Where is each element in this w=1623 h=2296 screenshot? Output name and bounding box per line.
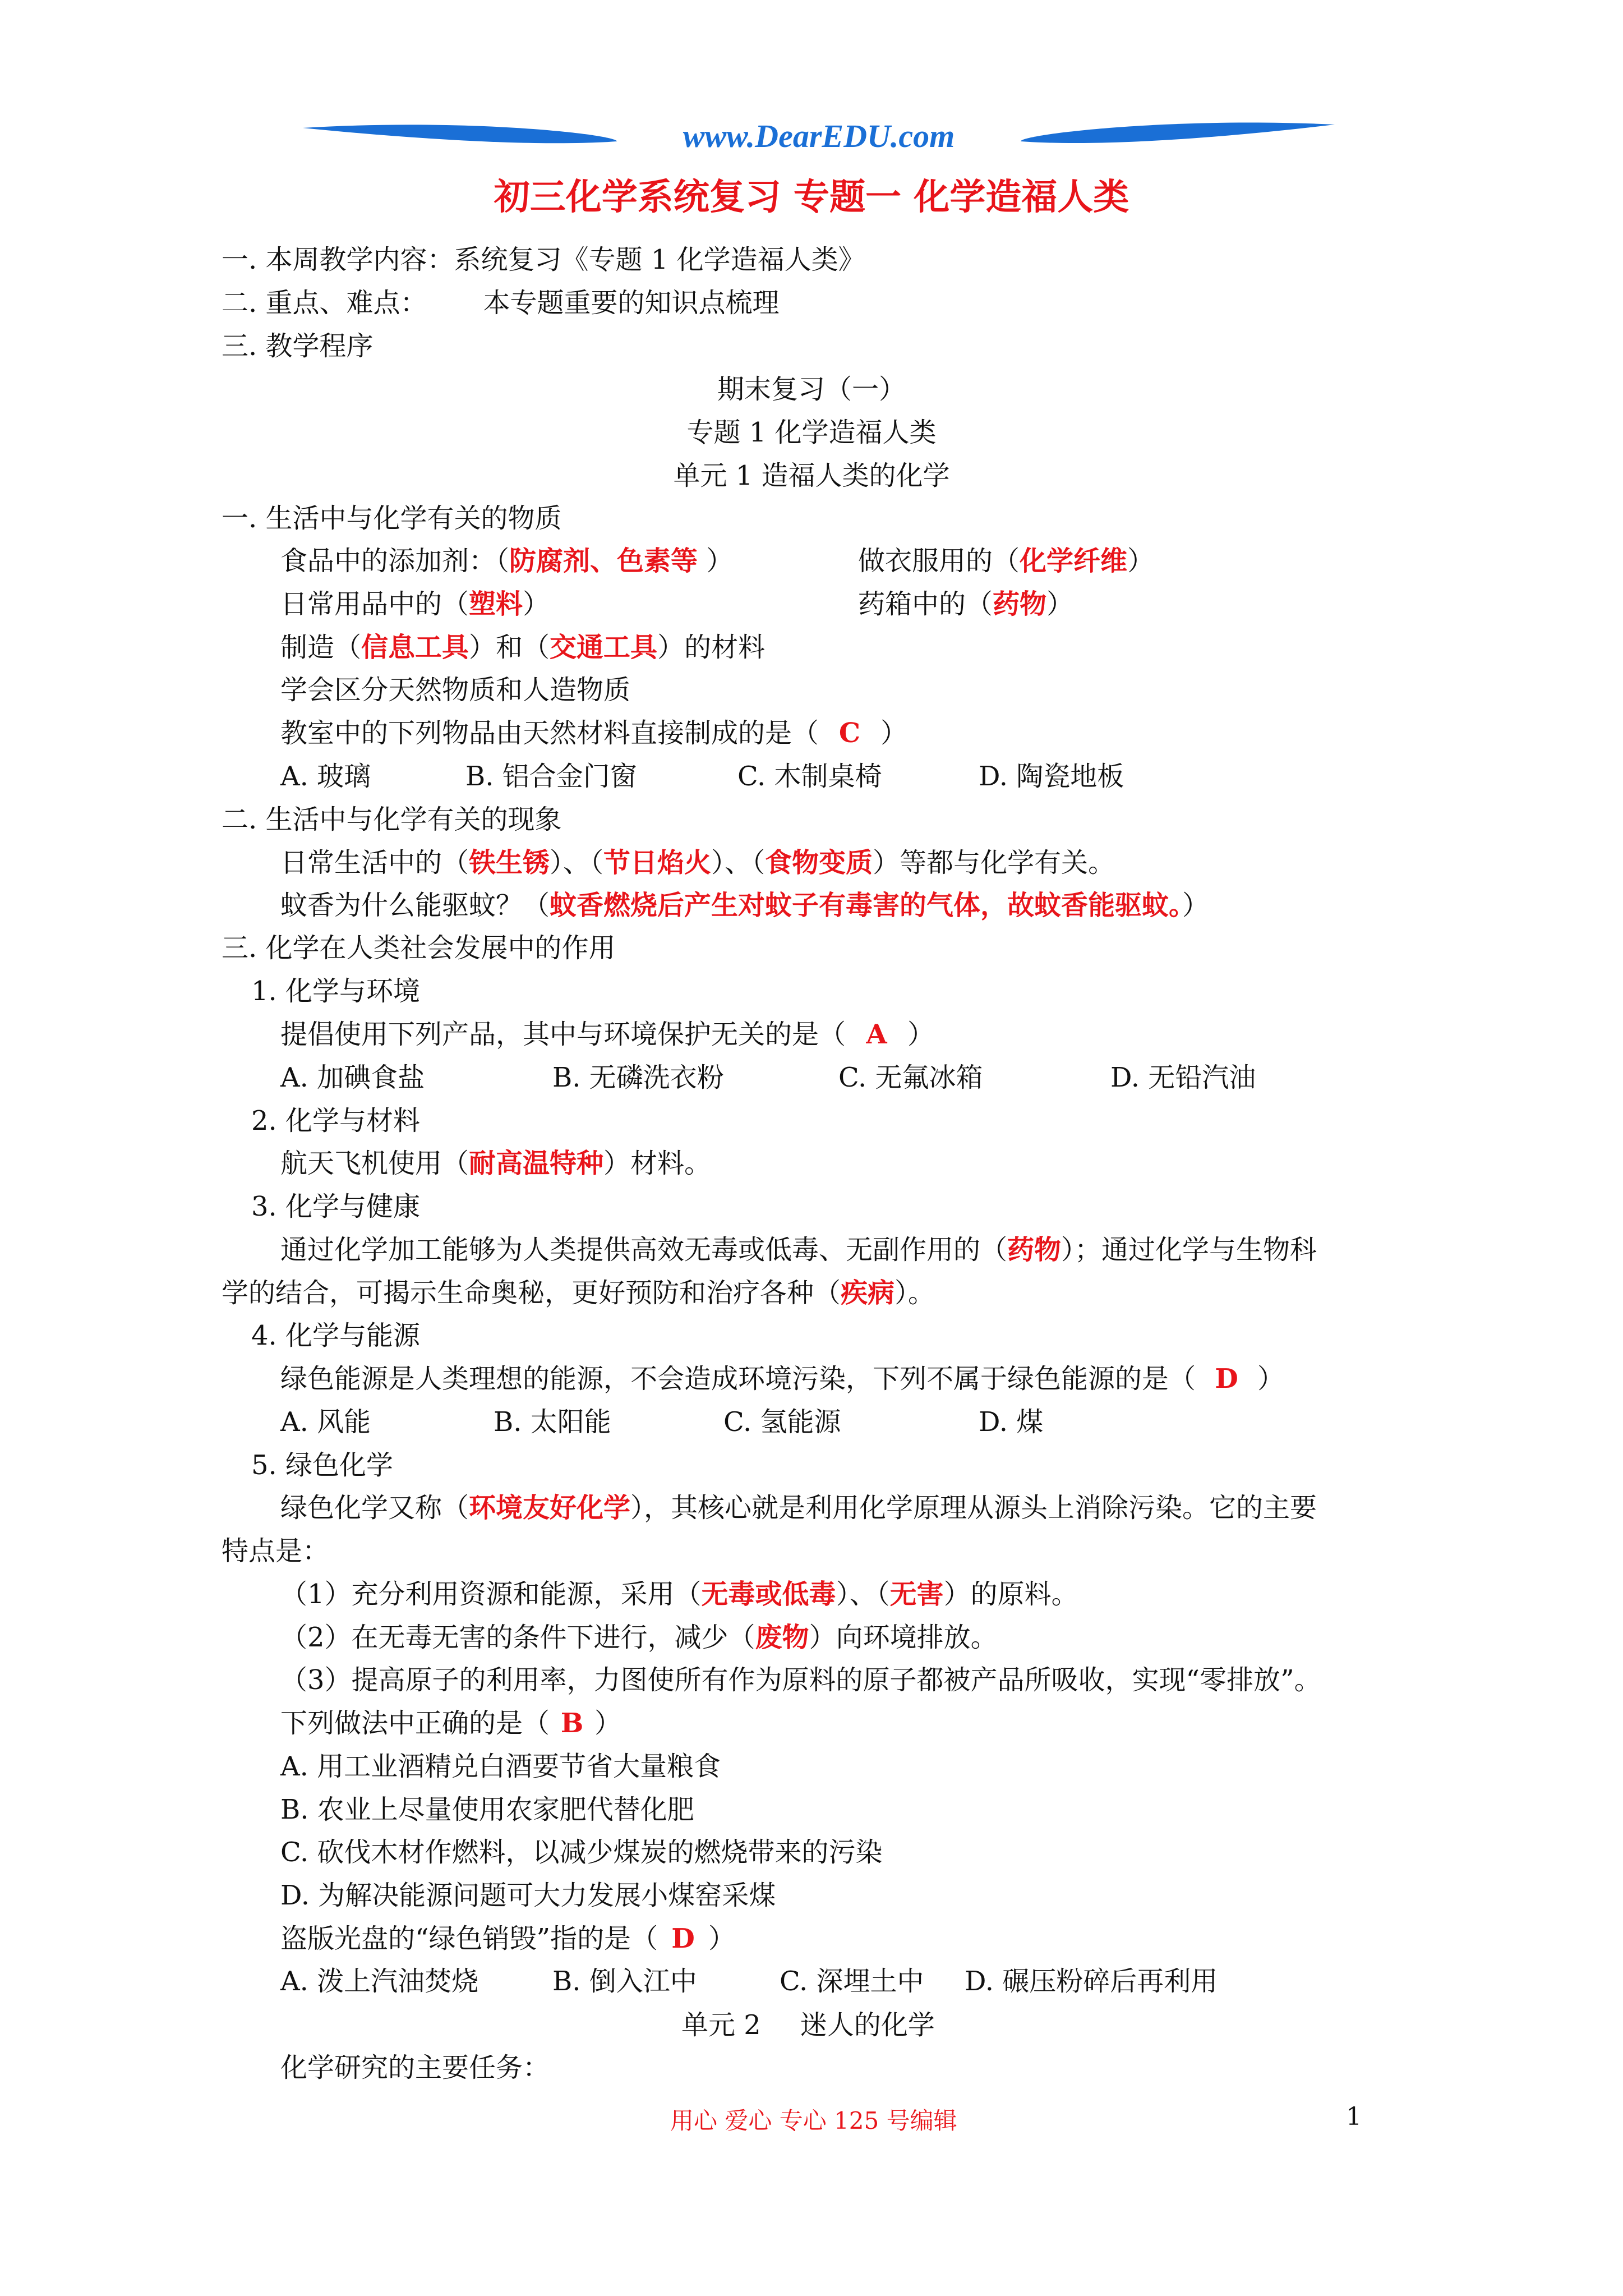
text: 迷人的化学 — [800, 2009, 935, 2041]
answer: 塑料 — [469, 588, 523, 620]
text: ） — [1046, 588, 1074, 620]
text: ）等都与化学有关。 — [873, 847, 1115, 878]
answer: 无毒或低毒 — [701, 1579, 836, 1610]
food-additive-line — [280, 544, 733, 578]
s1-option-b: B. 铝合金门窗 — [465, 761, 637, 792]
q2-option-b: B. 倒入江中 — [552, 1966, 697, 1997]
daily-goods-line — [280, 587, 550, 621]
text: ）、（ — [550, 847, 604, 878]
answer: 废物 — [755, 1622, 809, 1653]
answer: 耐高温特种 — [469, 1148, 604, 1179]
s1-heading: 一. 生活中与化学有关的物质 — [222, 503, 562, 534]
answer: B — [560, 1708, 584, 1739]
make-materials-line — [280, 631, 765, 664]
text: ）、（ — [836, 1579, 890, 1610]
text: ） — [594, 1708, 622, 1739]
answer: 无害 — [889, 1579, 944, 1610]
medicine-line — [858, 587, 1073, 621]
intro-line-1: 一. 本周教学内容：系统复习《专题 1 化学造福人类》 — [222, 244, 865, 275]
unit1-heading: 单元 1 造福人类的化学 — [673, 460, 950, 491]
q1-option-d: D. 为解决能源问题可大力发展小煤窑采煤 — [280, 1880, 776, 1911]
energy-option-b: B. 太阳能 — [494, 1406, 611, 1438]
green-point-1 — [280, 1577, 1078, 1611]
intro-line-3: 三. 教学程序 — [222, 330, 374, 362]
env-heading: 1. 化学与环境 — [251, 976, 421, 1007]
text: 蚊香为什么能驱蚊？（ — [280, 890, 550, 921]
unit2-heading — [681, 2008, 935, 2042]
env-option-b: B. 无磷洗衣粉 — [552, 1062, 724, 1093]
text: ） — [880, 717, 908, 749]
answer: 交通工具 — [550, 632, 658, 663]
health-line-1 — [280, 1233, 1317, 1267]
text: 下列做法中正确的是（ — [280, 1708, 550, 1739]
text: （2）在无毒无害的条件下进行，减少（ — [280, 1622, 755, 1653]
text: ），其核心就是利用化学原理从源头上消除污染。它的主要 — [630, 1492, 1317, 1524]
text: ） — [907, 1019, 935, 1050]
topic-heading: 专题 1 化学造福人类 — [686, 417, 937, 448]
answer: 疾病 — [841, 1277, 895, 1309]
energy-question — [280, 1362, 1284, 1396]
text: 学的结合，可揭示生命奥秘，更好预防和治疗各种（ — [222, 1277, 841, 1309]
s3-heading: 三. 化学在人类社会发展中的作用 — [222, 932, 616, 964]
q1-option-b: B. 农业上尽量使用农家肥代替化肥 — [280, 1794, 694, 1825]
env-question — [280, 1018, 934, 1051]
answer: D — [1215, 1363, 1238, 1395]
q1-option-a: A. 用工业酒精兑白酒要节省大量粮食 — [280, 1751, 721, 1782]
footer-credit: 用心 爱心 专心 125 号编辑 — [670, 2107, 957, 2134]
text: 绿色能源是人类理想的能源，不会造成环境污染，下列不属于绿色能源的是（ — [280, 1363, 1196, 1395]
s2-line-1 — [280, 846, 1115, 880]
green-question-1 — [280, 1706, 621, 1740]
answer: 铁生锈 — [469, 847, 550, 878]
q2-option-d: D. 碾压粉碎后再利用 — [965, 1966, 1218, 1997]
health-heading: 3. 化学与健康 — [251, 1191, 421, 1222]
s1-option-d: D. 陶瓷地板 — [979, 761, 1124, 792]
q2-option-c: C. 深埋土中 — [780, 1966, 924, 1997]
answer: 蚊香燃烧后产生对蚊子有毒害的气体，故蚊香能驱蚊。 — [550, 890, 1183, 921]
material-line — [280, 1147, 711, 1180]
s1-question — [280, 716, 907, 750]
answer: 药物 — [993, 588, 1047, 620]
text: ）；通过化学与生物科 — [1061, 1234, 1317, 1266]
text: ）的材料 — [657, 632, 766, 663]
text: ） — [1127, 545, 1155, 577]
text: ）的原料。 — [943, 1579, 1078, 1610]
q2-option-a: A. 泼上汽油焚烧 — [280, 1966, 479, 1997]
text: 教室中的下列物品由天然材料直接制成的是（ — [280, 717, 819, 749]
text: ） — [708, 1923, 736, 1954]
text: ）和（ — [469, 632, 550, 663]
text: ）材料。 — [603, 1148, 712, 1179]
text: 做衣服用的（ — [858, 545, 1020, 577]
text: 提倡使用下列产品，其中与环境保护无关的是（ — [280, 1019, 846, 1050]
env-option-d: D. 无铅汽油 — [1110, 1062, 1256, 1093]
intro-key-value: 本专题重要的知识点梳理 — [483, 287, 780, 319]
text: 绿色化学又称（ — [280, 1492, 469, 1524]
text: （1）充分利用资源和能源，采用（ — [280, 1579, 702, 1610]
green-heading: 5. 绿色化学 — [251, 1450, 394, 1481]
text: ） — [1182, 890, 1210, 921]
s1-option-a: A. 玻璃 — [280, 761, 371, 792]
logo-text: www.DearEDU.com — [683, 118, 955, 154]
text: 日常用品中的（ — [280, 588, 469, 620]
env-option-c: C. 无氟冰箱 — [838, 1062, 983, 1093]
learn-line: 学会区分天然物质和人造物质 — [280, 674, 631, 706]
dearedu-logo — [303, 112, 1335, 163]
s2-line-2 — [280, 889, 1209, 922]
text: 盗版光盘的“绿色销毁”指的是（ — [280, 1923, 658, 1954]
green-question-2 — [280, 1922, 735, 1955]
energy-option-c: C. 氢能源 — [723, 1406, 841, 1438]
answer: 节日焰火 — [603, 847, 712, 878]
text: 食品中的添加剂：（ — [280, 545, 510, 577]
answer: C — [838, 717, 861, 749]
answer: 防腐剂、色素等 — [509, 545, 698, 577]
answer: 化学纤维 — [1020, 545, 1128, 577]
text: 通过化学加工能够为人类提供高效无毒或低毒、无副作用的（ — [280, 1234, 1008, 1266]
text: ）向环境排放。 — [809, 1622, 998, 1653]
text: ） — [698, 545, 734, 577]
intro-line-2 — [222, 286, 780, 320]
answer: D — [671, 1923, 695, 1954]
text: 航天飞机使用（ — [280, 1148, 469, 1179]
text: 药箱中的（ — [858, 588, 993, 620]
energy-option-d: D. 煤 — [979, 1406, 1044, 1438]
q1-option-c: C. 砍伐木材作燃料，以减少煤炭的燃烧带来的污染 — [280, 1837, 883, 1868]
env-option-a: A. 加碘食盐 — [280, 1062, 425, 1093]
text: ） — [1257, 1363, 1285, 1395]
material-heading: 2. 化学与材料 — [251, 1105, 421, 1137]
answer: 信息工具 — [361, 632, 469, 663]
clothing-line — [858, 544, 1154, 578]
page-title: 初三化学系统复习 专题一 化学造福人类 — [494, 176, 1129, 218]
review-heading: 期末复习（一） — [717, 374, 906, 405]
answer: 环境友好化学 — [469, 1492, 631, 1524]
text: 日常生活中的（ — [280, 847, 469, 878]
energy-heading: 4. 化学与能源 — [251, 1320, 421, 1351]
text: ）。 — [895, 1277, 935, 1309]
green-line-1 — [280, 1491, 1317, 1525]
green-point-3: （3）提高原子的利用率，力图使所有作为原料的原子都被产品所吸收，实现“零排放”。 — [280, 1664, 1321, 1696]
health-line-2 — [222, 1276, 935, 1310]
answer: 食物变质 — [765, 847, 873, 878]
text: 单元 2 — [681, 2009, 761, 2041]
page-number: 1 — [1346, 2102, 1362, 2131]
intro-key-label: 二. 重点、难点： — [222, 287, 427, 319]
text: 制造（ — [280, 632, 362, 663]
s1-option-c: C. 木制桌椅 — [737, 761, 882, 792]
energy-option-a: A. 风能 — [280, 1406, 371, 1438]
green-line-2: 特点是： — [222, 1535, 330, 1567]
answer: A — [866, 1019, 887, 1050]
text: ） — [523, 588, 550, 620]
s2-heading: 二. 生活中与化学有关的现象 — [222, 804, 562, 835]
answer: 药物 — [1007, 1234, 1062, 1266]
green-point-2 — [280, 1621, 998, 1654]
unit2-task: 化学研究的主要任务： — [280, 2052, 550, 2083]
text: ）、（ — [711, 847, 766, 878]
